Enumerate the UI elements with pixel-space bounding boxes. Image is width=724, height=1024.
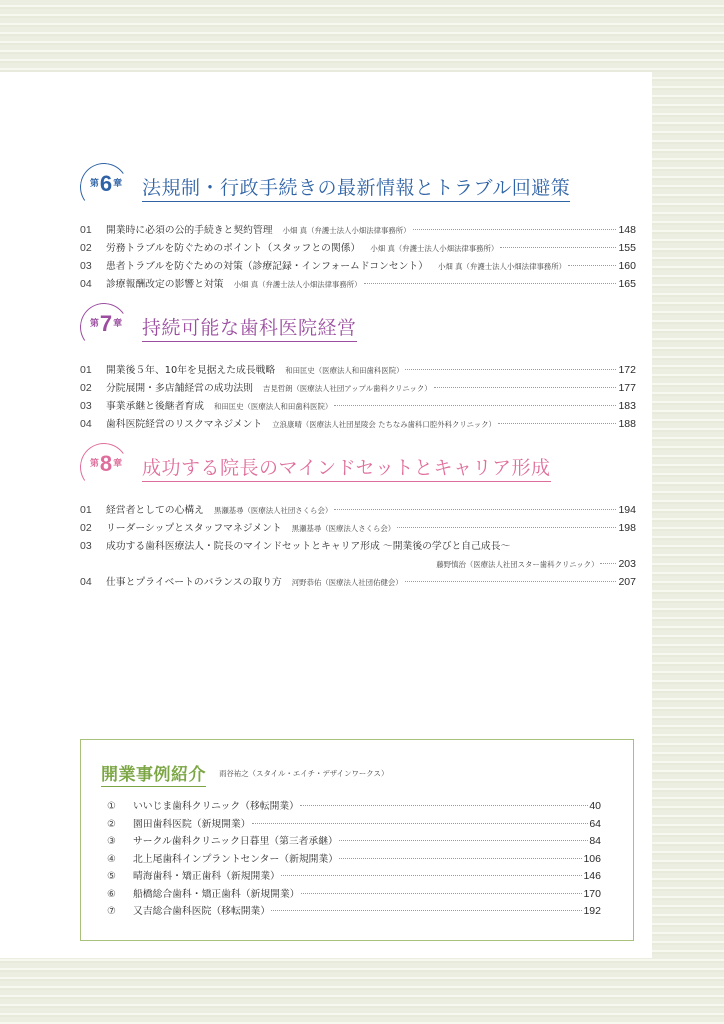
leader-dots — [300, 805, 588, 806]
case-page: 146 — [583, 870, 601, 882]
leader-dots — [281, 875, 583, 876]
toc-entry[interactable] — [80, 361, 636, 379]
case-name: サークル歯科クリニック日暮里（第三者承継） — [133, 836, 338, 847]
entry-number: 04 — [80, 576, 92, 588]
entry-number: 03 — [80, 260, 92, 272]
entry-page: 148 — [618, 224, 636, 236]
entry-title: 分院展開・多店舗経営の成功法則 — [106, 383, 253, 394]
case-number: ⑤ — [107, 871, 116, 882]
entry-title: 歯科医院経営のリスクマネジメント — [106, 419, 263, 430]
chapter-prefix: 第 — [89, 179, 99, 189]
case-item[interactable] — [107, 851, 601, 869]
chapter-number: 7 — [99, 311, 113, 336]
leader-dots — [405, 581, 617, 582]
entry-author: 和田匡史（医療法人和田歯科医院） — [213, 402, 333, 411]
entry-author: 和田匡史（医療法人和田歯科医院） — [285, 366, 404, 375]
chapter-badge — [82, 171, 130, 197]
leader-dots — [405, 369, 616, 370]
toc-entry[interactable] — [80, 415, 636, 433]
leader-dots — [600, 563, 616, 564]
entry-title: 診療報酬改定の影響と対策 — [106, 279, 224, 290]
leader-dots — [498, 423, 617, 424]
chapter-prefix: 第 — [89, 319, 99, 329]
leader-dots — [500, 247, 616, 248]
chapter-header — [80, 443, 636, 489]
entry-title: 事業承継と後継者育成 — [106, 401, 204, 412]
entry-author: 小畑 真（弁護士法人小畑法律事務所） — [370, 244, 499, 253]
chapter-header — [80, 303, 636, 349]
entry-number: 03 — [80, 540, 92, 552]
entry-author: 立浪康晴（医療法人社団星陵会 たちなみ歯科口腔外科クリニック） — [272, 420, 496, 429]
toc-entry[interactable] — [80, 221, 636, 239]
case-page: 170 — [583, 887, 601, 900]
entry-title: 患者トラブルを防ぐための対策（診療記録・インフォームドコンセント） — [106, 261, 429, 272]
chapter-badge — [82, 451, 130, 477]
case-item[interactable] — [107, 798, 601, 816]
entry-author: 吉見哲朗（医療法人社団アップル歯科クリニック） — [262, 384, 432, 393]
case-name: 船橋総合歯科・矯正歯科（新規開業） — [133, 888, 300, 900]
leader-dots — [271, 910, 582, 911]
chapter-entries — [80, 361, 636, 433]
case-page: 64 — [589, 817, 601, 830]
chapter-suffix: 章 — [113, 179, 123, 189]
case-name: 又吉総合歯科医院（移転開業） — [133, 906, 271, 917]
entry-author: 河野恭佑（医療法人社団佑健会） — [291, 578, 403, 587]
entry-author: 藤野慎治（医療法人社団スター歯科クリニック） — [436, 560, 599, 569]
case-number: ⑥ — [107, 888, 116, 900]
toc-entry[interactable] — [80, 397, 636, 415]
leader-dots — [334, 509, 616, 510]
chapter-header — [80, 163, 636, 209]
chapter-entries — [80, 221, 636, 293]
case-item[interactable] — [107, 903, 601, 921]
entry-page: 155 — [618, 242, 636, 254]
case-name: 晴海歯科・矯正歯科（新規開業） — [133, 871, 280, 882]
case-studies-title: 開業事例紹介 — [101, 765, 206, 785]
chapter-title: 成功する院長のマインドセットとキャリア形成 — [142, 453, 551, 482]
toc-entry[interactable] — [80, 275, 636, 293]
leader-dots — [334, 405, 616, 406]
entry-number: 01 — [80, 364, 92, 376]
leader-dots — [339, 840, 588, 841]
entry-title: 労務トラブルを防ぐためのポイント（スタッフとの関係） — [106, 243, 361, 254]
entry-number: 01 — [80, 224, 92, 236]
case-page: 106 — [583, 852, 601, 865]
chapter-suffix: 章 — [113, 459, 123, 469]
entry-page: 203 — [618, 558, 636, 570]
leader-dots — [568, 265, 616, 266]
case-studies-box — [80, 739, 634, 941]
entry-title: 仕事とプライベートのバランスの取り方 — [106, 577, 282, 588]
entry-page: 165 — [618, 278, 636, 290]
case-number: ② — [107, 818, 116, 830]
leader-dots — [252, 823, 589, 824]
entry-page: 188 — [618, 418, 636, 430]
case-page: 84 — [589, 835, 601, 847]
toc-entry[interactable] — [80, 537, 636, 555]
entry-title: 成功する歯科医療法人・院長のマインドセットとキャリア形成 〜開業後の学びと自己成長〜 — [106, 541, 511, 552]
entry-number: 04 — [80, 278, 92, 290]
toc-entry[interactable] — [80, 501, 636, 519]
entry-author: 黒瀬基尋（医療法人さくら会） — [291, 524, 396, 533]
entry-author: 小畑 真（弁護士法人小畑法律事務所） — [438, 262, 567, 271]
chapter-title: 持続可能な歯科医院経営 — [142, 313, 357, 342]
chapter-badge — [82, 311, 130, 337]
case-name: 北上尾歯科インプラントセンター（新規開業） — [133, 853, 339, 865]
case-item[interactable] — [107, 816, 601, 834]
entry-page: 183 — [618, 400, 636, 412]
chapter-6 — [80, 163, 636, 293]
case-item[interactable] — [107, 886, 601, 904]
entry-author: 小畑 真（弁護士法人小畑法律事務所） — [233, 280, 362, 289]
leader-dots — [434, 387, 617, 388]
case-item[interactable] — [107, 868, 601, 886]
toc-entry[interactable] — [80, 257, 636, 275]
entry-author: 黒瀬基尋（医療法人社団さくら会） — [213, 506, 333, 515]
chapter-suffix: 章 — [113, 319, 123, 329]
chapter-title: 法規制・行政手続きの最新情報とトラブル回避策 — [142, 173, 570, 202]
entry-number: 02 — [80, 242, 92, 254]
entry-title: 経営者としての心構え — [106, 505, 204, 516]
entry-page: 207 — [618, 576, 636, 588]
chapter-prefix: 第 — [89, 459, 99, 469]
entry-title: リーダーシップとスタッフマネジメント — [106, 523, 282, 534]
case-number: ③ — [107, 836, 116, 847]
case-name: いいじま歯科クリニック（移転開業） — [133, 801, 299, 812]
case-number: ① — [107, 801, 116, 812]
case-number: ④ — [107, 853, 116, 865]
entry-number: 04 — [80, 418, 92, 430]
entry-number: 01 — [80, 504, 92, 516]
chapter-7 — [80, 303, 636, 433]
leader-dots — [339, 858, 582, 859]
toc-entry-continuation[interactable] — [80, 555, 636, 573]
leader-dots — [397, 527, 616, 528]
leader-dots — [301, 893, 583, 894]
chapter-entries — [80, 501, 636, 591]
entry-page: 198 — [618, 522, 636, 534]
entry-page: 172 — [618, 364, 636, 376]
entry-number: 03 — [80, 400, 92, 412]
chapter-8 — [80, 443, 636, 591]
chapter-number: 8 — [99, 451, 113, 476]
case-number: ⑦ — [107, 906, 116, 917]
case-name: 園田歯科医院（新規開業） — [133, 818, 251, 830]
leader-dots — [364, 283, 617, 284]
case-page: 40 — [589, 800, 601, 812]
case-studies-list — [107, 798, 601, 921]
case-item[interactable] — [107, 833, 601, 851]
case-page: 192 — [583, 905, 601, 917]
toc-entry[interactable] — [80, 239, 636, 257]
entry-number: 02 — [80, 522, 92, 534]
entry-page: 160 — [618, 260, 636, 272]
entry-page: 194 — [618, 504, 636, 516]
case-studies-header — [101, 760, 388, 785]
entry-title: 開業後５年、10年を見据えた成長戦略 — [106, 365, 276, 376]
case-studies-author: 雨谷祐之（スタイル・エイチ・デザインワークス） — [219, 769, 389, 778]
chapter-number: 6 — [99, 171, 113, 196]
entry-title: 開業時に必須の公的手続きと契約管理 — [106, 225, 273, 236]
toc-entry[interactable] — [80, 519, 636, 537]
toc-entry[interactable] — [80, 573, 636, 591]
toc-entry[interactable] — [80, 379, 636, 397]
entry-page: 177 — [618, 382, 636, 394]
entry-number: 02 — [80, 382, 92, 394]
entry-author: 小畑 真（弁護士法人小畑法律事務所） — [282, 226, 411, 235]
leader-dots — [413, 229, 617, 230]
